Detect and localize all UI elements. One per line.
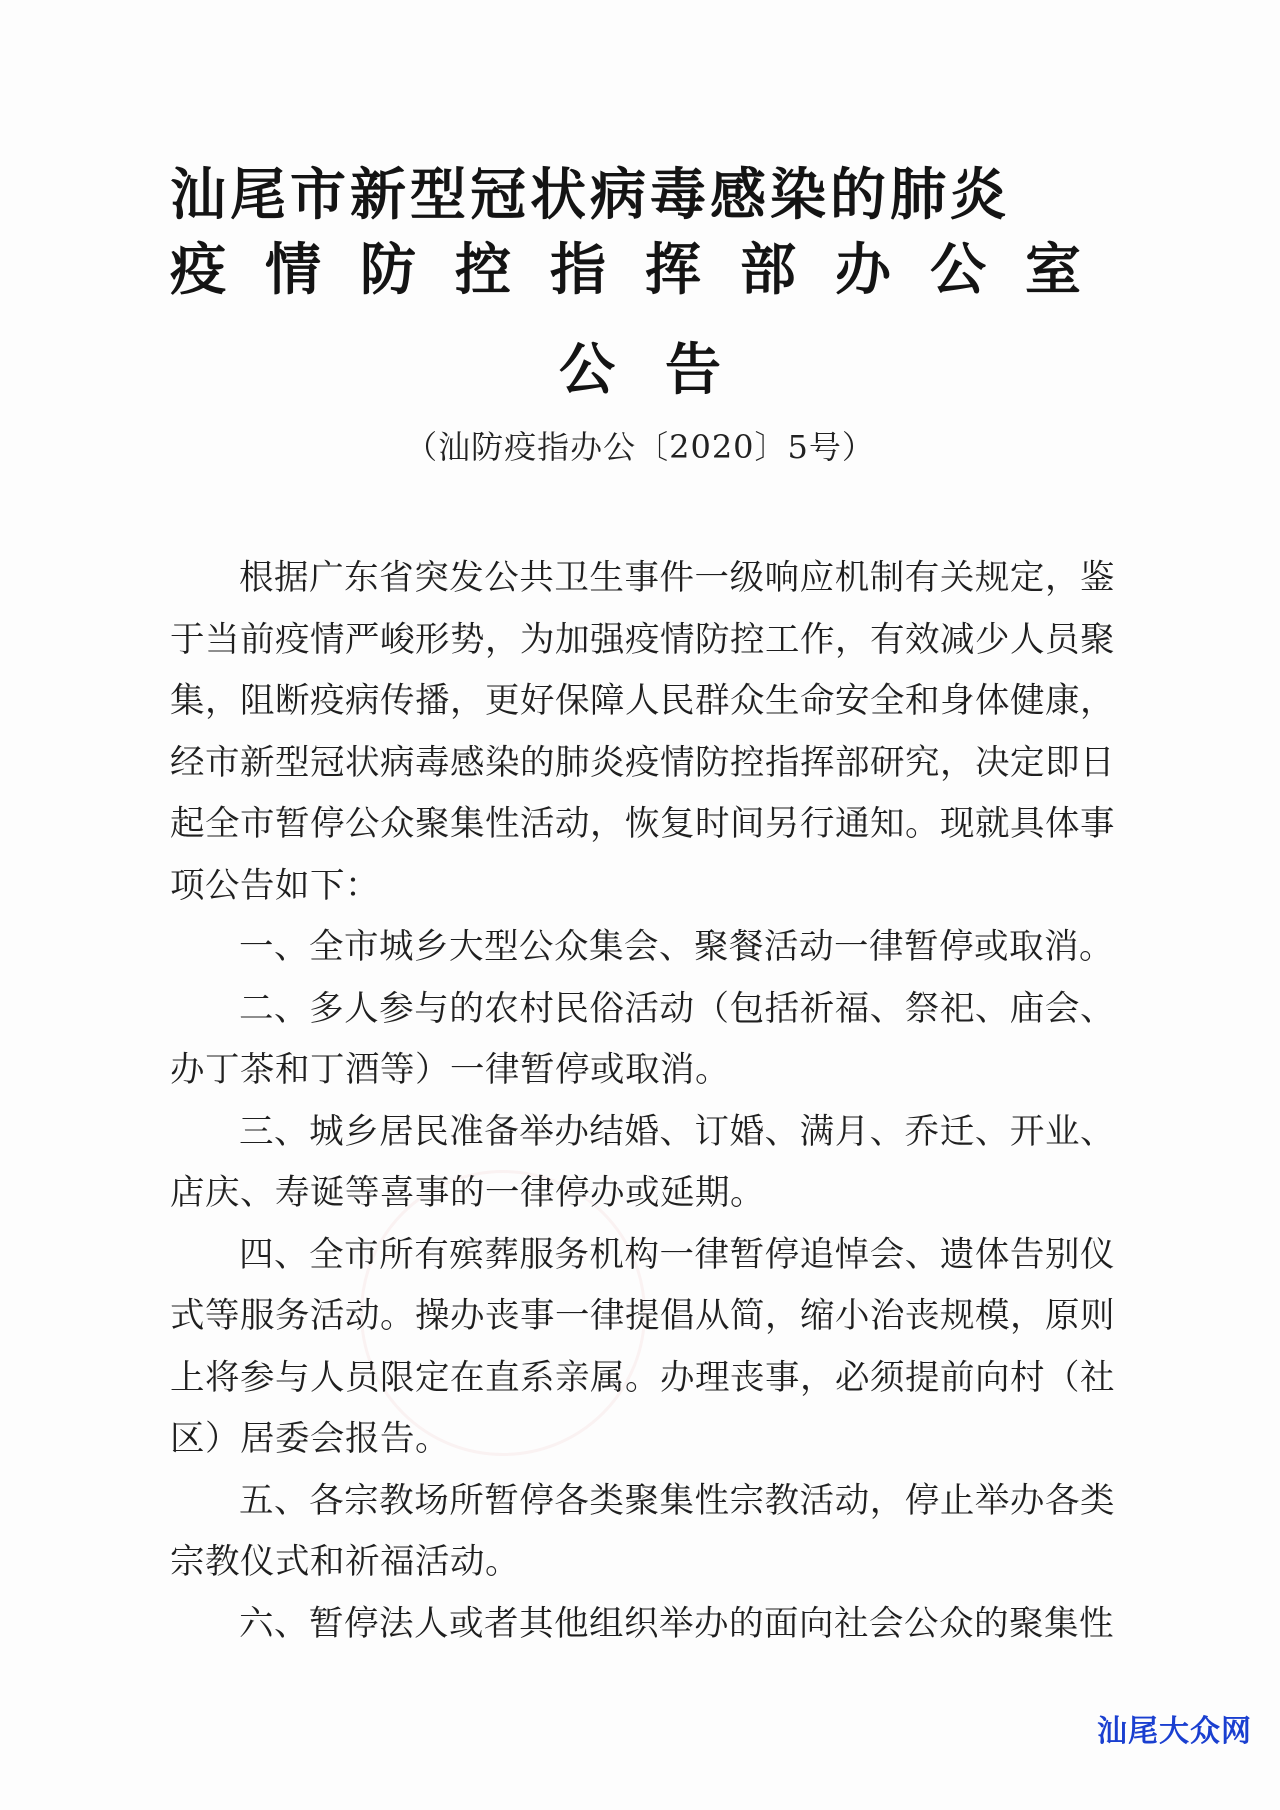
- paragraph-item-4: 四、全市所有殡葬服务机构一律暂停追悼会、遗体告别仪式等服务活动。操办丧事一律提倡从简，缩小治丧规模，原则上将参与人员限定在直系亲属。办理丧事，必须提前向村（社区）居委会报告。: [170, 1234, 1115, 1459]
- paragraph-item-2: 二、多人参与的农村民俗活动（包括祈福、祭祀、庙会、办丁茶和丁酒等）一律暂停或取消。: [170, 988, 1115, 1090]
- notice-heading: 公告: [559, 337, 771, 403]
- paragraph-item-5: 五、各宗教场所暂停各类聚集性宗教活动，停止举办各类宗教仪式和祈福活动。: [170, 1480, 1115, 1582]
- document-number: （汕防疫指办公〔2020〕5号）: [405, 428, 875, 466]
- title-line-1: 汕尾市新型冠状病毒感染的肺炎: [170, 162, 1010, 228]
- watermark-logo: 汕尾大众网: [1097, 1714, 1252, 1749]
- paragraph-item-1: 一、全市城乡大型公众集会、聚餐活动一律暂停或取消。: [239, 927, 1114, 967]
- document-body: [170, 548, 1115, 1655]
- paragraph-intro: 根据广东省突发公共卫生事件一级响应机制有关规定，鉴于当前疫情严峻形势，为加强疫情防控工作，有效减少人员聚集，阻断疫病传播，更好保障人民群众生命安全和身体健康，经市新型冠状病毒感染的肺炎疫情防控指挥部研究，决定即日起全市暂停公众聚集性活动，恢复时间另行通知。现就具体事项公告如下：: [170, 558, 1115, 906]
- paragraph-item-3: 三、城乡居民准备举办结婚、订婚、满月、乔迁、开业、店庆、寿诞等喜事的一律停办或延期。: [170, 1111, 1115, 1213]
- paragraph-item-6: 六、暂停法人或者其他组织举办的面向社会公众的聚集性: [239, 1603, 1114, 1644]
- title-line-2: 疫情防控指挥部办公室: [170, 237, 1120, 303]
